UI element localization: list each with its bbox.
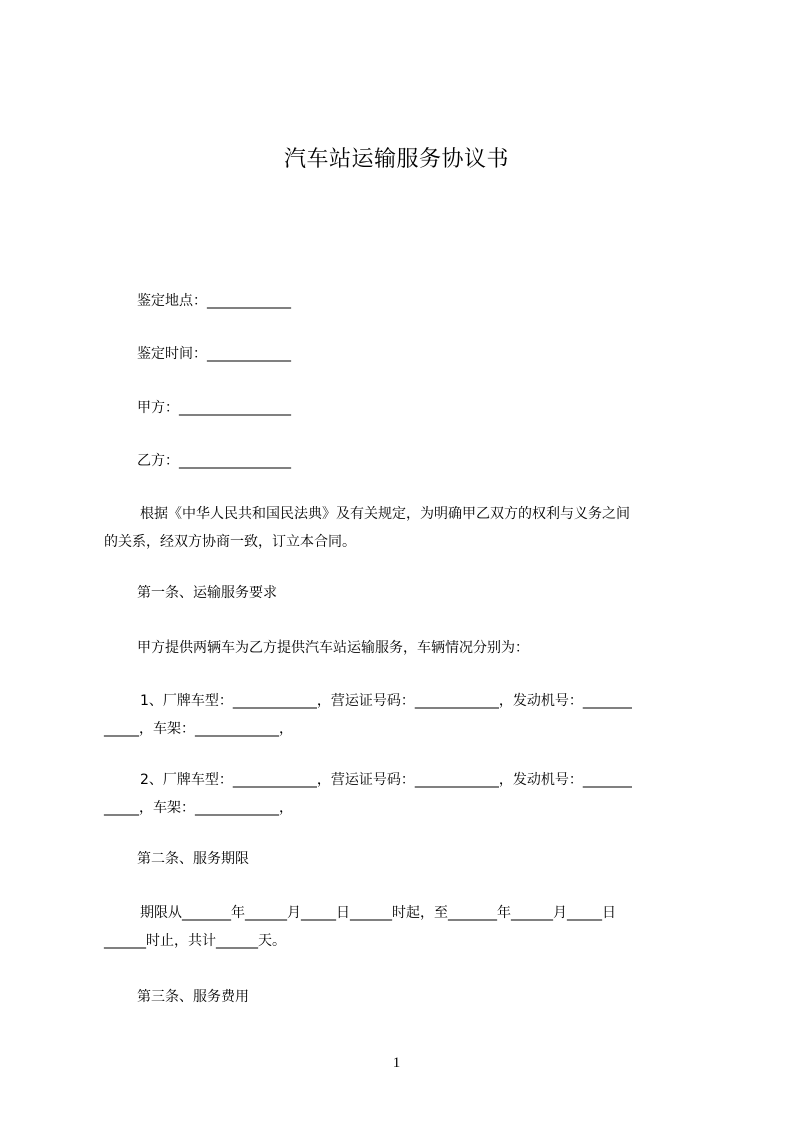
document-title: 汽车站运输服务协议书 [283,147,509,172]
vehicle2-line-1: 2、厂牌车型：____________，营运证号码：____________，发动机号：_______ [140,772,632,788]
preamble-line-2: 的关系，经双方协商一致，订立本合同。 [104,534,356,550]
signing-time: 鉴定时间：____________ [137,346,291,362]
article2-heading: 第二条、服务期限 [137,851,249,867]
page-number: 1 [392,1055,401,1071]
article1-heading: 第一条、运输服务要求 [137,585,277,601]
vehicle1-line-2: _____，车架：____________， [104,721,293,737]
signing-place: 鉴定地点：____________ [137,293,291,309]
vehicle2-line-2: _____，车架：____________， [104,800,293,816]
term-line-2: ______时止，共计______天。 [104,933,286,949]
party-b: 乙方：________________ [137,453,291,469]
article1-intro: 甲方提供两辆车为乙方提供汽车站运输服务，车辆情况分别为： [137,640,529,656]
term-line-1: 期限从_______年______月_____日______时起，至_______年______月_____日 [140,905,616,921]
preamble-line-1: 根据《中华人民共和国民法典》及有关规定，为明确甲乙双方的权利与义务之间 [140,506,630,522]
party-a: 甲方：________________ [137,400,291,416]
vehicle1-line-1: 1、厂牌车型：____________，营运证号码：____________，发动机号：_______ [140,693,632,709]
article3-heading: 第三条、服务费用 [137,989,249,1005]
